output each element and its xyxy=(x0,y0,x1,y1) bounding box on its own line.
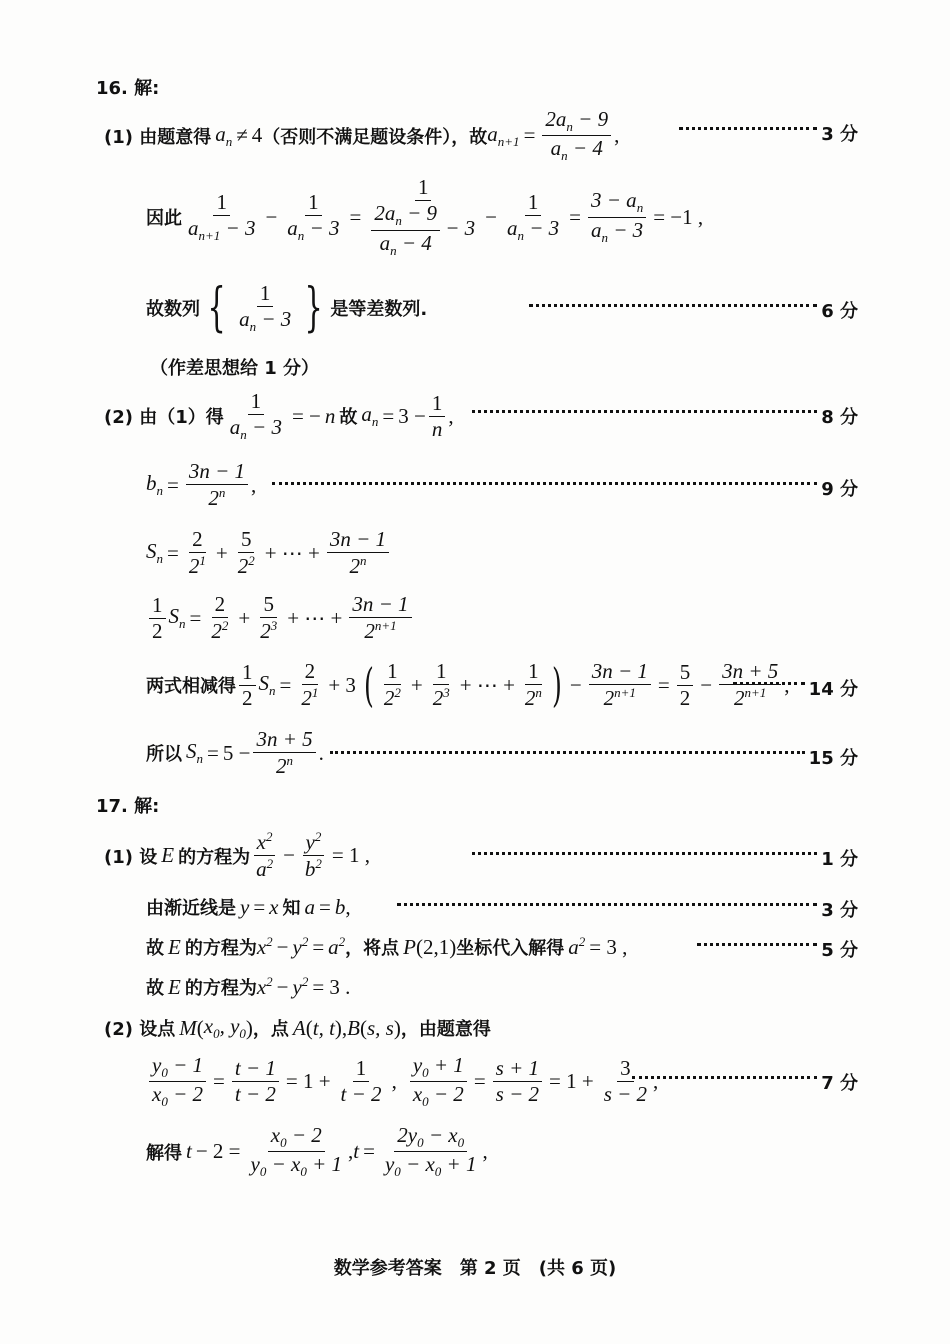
q16-part2-line1: (2) 由（1）得 $\frac{1}{a_n - 3}$ = − n 故 $a_n$ = 3 − $\frac{1}{n}$ , xyxy=(104,389,454,443)
score-15: 15 分 xyxy=(330,744,858,770)
q16-subtract: 两式相减得 $\frac{1}{2}$ $S_n$ = $\frac{2}{2^1}$ + 3 ( $\frac{1}{2^2}$ + $\frac{1}{2^3}$ + ⋯ + $\frac{1}{2^n}$ ) − $\frac{3n - 1}{2^{n+1}}$ = $\frac{5}{2}$ − $\frac{3n + 5}{2^{n+1}}$ , xyxy=(146,658,790,713)
q16-bn: $b_n$ = $\frac{3n - 1}{2^n}$ , xyxy=(146,459,257,511)
q17-solve: 解得 t − 2 = $\frac{x_0 - 2}{y_0 - x_0 + 1}$ , t = $\frac{2y_0 - x_0}{y_0 - x_0 + 1}$ , xyxy=(146,1123,488,1180)
q17-slopes: $\frac{y_0 - 1}{x_0 - 2}$ = $\frac{t - 1}{t - 2}$ = 1 + $\frac{1}{t - 2}$ , $\frac{y_0 + 1}{x_0 - 2}$ = $\frac{s + 1}{s - 2}$ = 1 + $\frac{3}{s - 2}$ , xyxy=(146,1054,950,1110)
q16-part1-line3: 故数列 { $\frac{1}{a_n - 3}$ } 是等差数列. xyxy=(146,278,428,339)
score-3-a: 3 分 xyxy=(679,120,858,146)
question-16-header: 16. 解: xyxy=(96,78,160,99)
q16-part1-line1: (1) 由题意得 $a_n$ ≠ 4 （否则不满足题设条件），故 $a_{n+1}$ = $\frac{2a_n - 9}{a_n - 4}$ , xyxy=(104,107,620,164)
q17-part2-line1: (2) 设点 M ( $x_0$, $y_0$ ) ，点 A ( t, t ), B ( s, s ) ，由题意得 xyxy=(104,1014,491,1042)
q17-asymptote: 由渐近线是 y = x 知 a = b , xyxy=(146,894,351,919)
q17-equation: 故 E 的方程为 $x^2$ − $y^2$ = $a^2$ ，将点 P (2,1) 坐标代入解得 $a^2$ = 3 , xyxy=(146,934,628,959)
score-1: 1 分 xyxy=(472,845,858,871)
score-8: 8 分 xyxy=(472,403,858,429)
q16-half-sn: $\frac{1}{2}$ $S_n$ = $\frac{2}{2^2}$ + $\frac{5}{2^3}$ + ⋯ + $\frac{3n - 1}{2^{n+1}}$ xyxy=(146,593,950,643)
question-17-header: 17. 解: xyxy=(96,796,160,817)
q17-final-equation: 故 E 的方程为 $x^2$ − $y^2$ = 3 . xyxy=(146,974,351,999)
q16-part1-note: （作差思想给 1 分） xyxy=(150,358,320,379)
q16-part1-line2: 因此 $\frac{1}{a_{n+1} - 3}$ − $\frac{1}{a_n - 3}$ = 1 $\frac{2a_n - 9}{a_n - 4}$ − 3 − $\frac{1}{a_n - 3}$ = $\frac{3 - a_n}{a_n - 3}$ = −1 , xyxy=(146,175,704,258)
q16-sn: $S_n$ = $\frac{2}{2^1}$ + $\frac{5}{2^2}$ + ⋯ + $\frac{3n - 1}{2^n}$ xyxy=(146,528,950,578)
score-14: 14 分 xyxy=(733,675,858,701)
q16-result: 所以 $S_n$ = 5 − $\frac{3n + 5}{2^n}$ . xyxy=(146,727,324,779)
score-3-b: 3 分 xyxy=(397,896,858,922)
page-footer: 数学参考答案 第 2 页 (共 6 页) xyxy=(333,1258,617,1279)
score-7: 7 分 xyxy=(632,1069,858,1095)
score-5: 5 分 xyxy=(697,936,858,962)
score-9: 9 分 xyxy=(272,475,858,501)
score-6: 6 分 xyxy=(529,297,858,323)
q17-part1-line1: (1) 设 E 的方程为 $\frac{x^2}{a^2}$ − $\frac{y^2}{b^2}$ = 1 , xyxy=(104,829,371,882)
